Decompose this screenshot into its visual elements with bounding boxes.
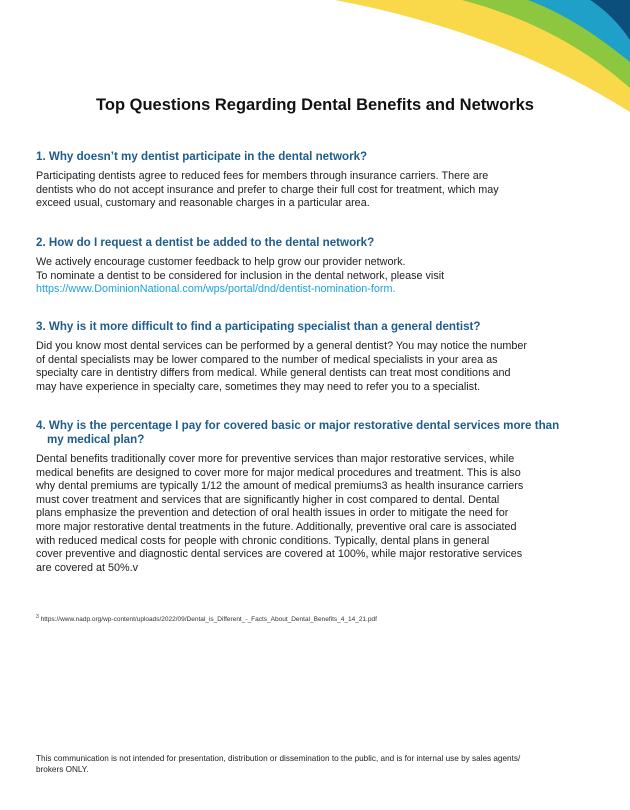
answer-line: exceed usual, customary and reasonable charges in a particular area. (36, 197, 370, 210)
answer-line: dentists who do not accept insurance and prefer to charge their full cost for treatment, which may (36, 183, 499, 196)
answer-line: medical benefits are designed to cover more for major medical procedures and treatment. This is also (36, 466, 521, 479)
answer-line: Did you know most dental services can be performed by a general dentist? You may notice the number (36, 340, 527, 352)
answer-line: Dental benefits traditionally cover more for preventive services than major restorative services, while (36, 453, 515, 465)
answer-line: cover preventive and diagnostic dental services are covered at 100%, while major restorative services (36, 548, 523, 561)
answer-line: with reduced medical costs for people with chronic conditions. Typically, dental plans in general (36, 534, 490, 547)
answer-line: more major restorative dental treatments in the future. Additionally, preventive oral care is associated (36, 520, 517, 533)
footnote-marker: 3 (36, 614, 39, 620)
faq-item-4 (36, 419, 596, 575)
faq-answer-3 (36, 340, 596, 394)
disclaimer (36, 754, 596, 775)
faq-question-1: 1. Why doesn’t my dentist participate in the dental network? (36, 150, 368, 163)
answer-line: Participating dentists agree to reduced fees for members through insurance carriers. There are (36, 170, 489, 182)
faq-item-2 (36, 236, 596, 297)
faq-answer-1 (36, 170, 596, 211)
answer-line: are covered at 50%.v (36, 561, 139, 574)
answer-line: We actively encourage customer feedback to help grow our provider network. (36, 256, 406, 268)
page-title: Top Questions Regarding Dental Benefits and Networks (96, 96, 534, 114)
faq-answer-4 (36, 453, 596, 575)
answer-line: must cover treatment and services that are significantly higher in cost compared to dental. Dental (36, 493, 500, 506)
answer-line: plans emphasize the prevention and detection of oral health issues in order to mitigate the need for (36, 507, 509, 520)
faq-item-1 (36, 150, 596, 211)
answer-line: of dental specialists may be lower compared to the number of medical specialists in your area as (36, 353, 498, 366)
faq-item-3 (36, 320, 596, 394)
disclaimer-line: This communication is not intended for presentation, distribution or dissemination to the public, and is for internal use by sales agents/ (36, 754, 521, 763)
answer-line: why dental premiums are typically 1/12 the amount of medical premiums3 as health insurance carriers (36, 480, 524, 493)
disclaimer-line: brokers ONLY. (36, 764, 89, 774)
dentist-nomination-link[interactable]: https://www.DominionNational.com/wps/portal/dnd/dentist-nomination-form. (36, 283, 396, 296)
footnote (36, 614, 377, 623)
footnote-url[interactable]: https://www.nadp.org/wp-content/uploads/2022/09/Dental_is_Different_-_Facts_About_Dental_Benefits_4_14_21.pdf (40, 616, 377, 624)
answer-line: specialty care in dentistry differs from medical. While general dentists can treat most conditions and (36, 367, 511, 380)
faq-answer-2 (36, 256, 596, 297)
question-line: 4. Why is the percentage I pay for covered basic or major restorative dental services more than (36, 419, 560, 432)
faq-question-3: 3. Why is it more difficult to find a participating specialist than a general dentist? (36, 320, 481, 333)
faq-question-2: 2. How do I request a dentist be added to the dental network? (36, 236, 375, 249)
question-line: my medical plan? (47, 433, 145, 446)
answer-line: may have experience in specialty care, sometimes they may need to refer you to a specialist. (36, 380, 481, 393)
answer-line: To nominate a dentist to be considered for inclusion in the dental network, please visit (36, 269, 445, 282)
faq-question-4 (36, 419, 596, 447)
